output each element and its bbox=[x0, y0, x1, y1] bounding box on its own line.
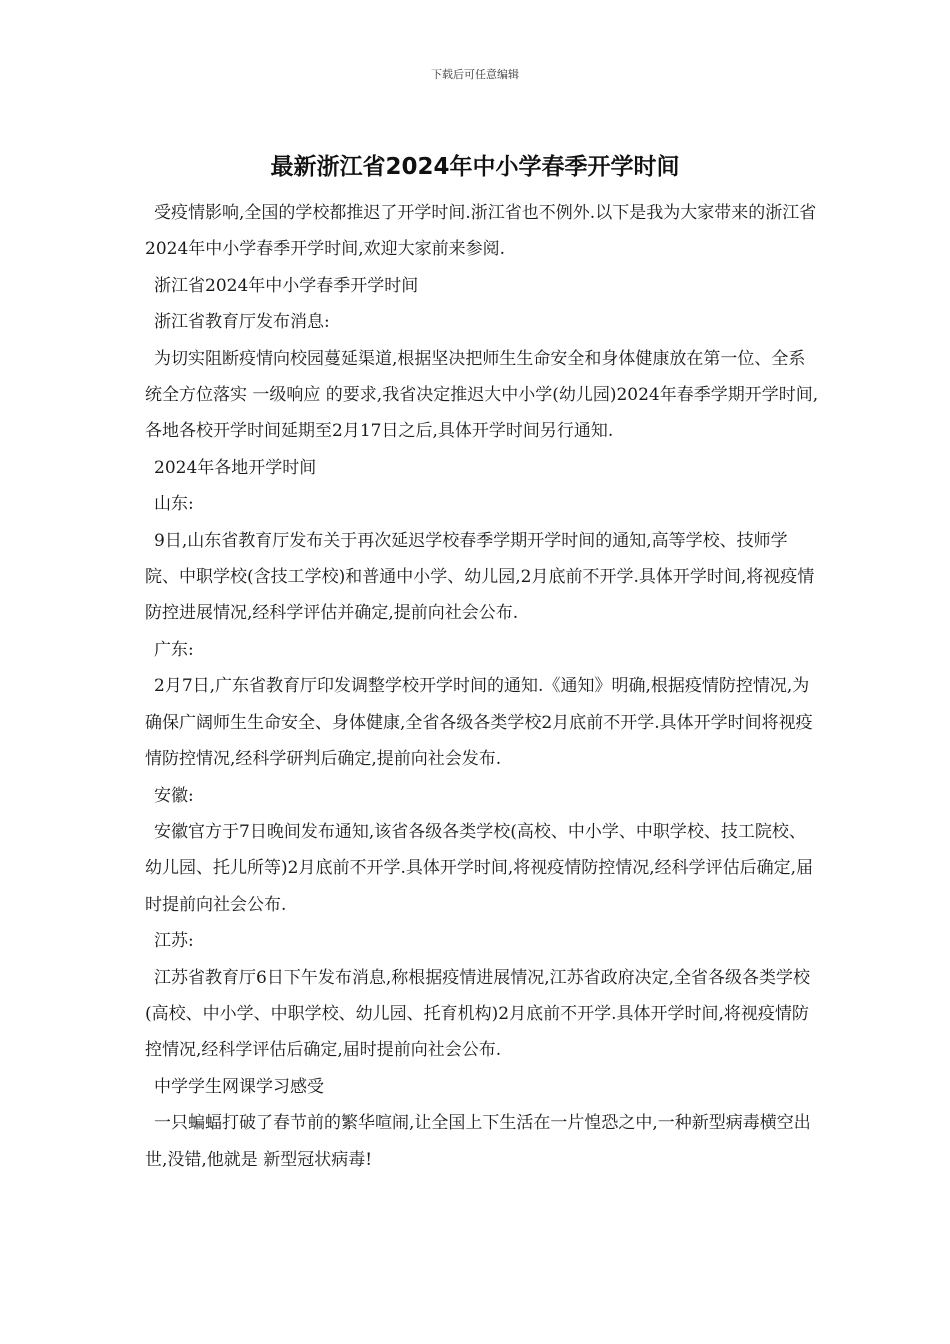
region-label-anhui: 安徽: bbox=[154, 785, 194, 806]
document-title: 最新浙江省2024年中小学春季开学时间 bbox=[270, 154, 680, 180]
section-heading-regions: 2024年各地开学时间 bbox=[154, 457, 317, 478]
section-heading-zhejiang: 浙江省2024年中小学春季开学时间 bbox=[154, 275, 419, 296]
intro-paragraph: 受疫情影响,全国的学校都推迟了开学时间.浙江省也不例外.以下是我为大家带来的浙江省2024年中小学春季开学时间,欢迎大家前来参阅. bbox=[145, 203, 817, 260]
shandong-paragraph: 9日,山东省教育厅发布关于再次延迟学校春季学期开学时间的通知,高等学校、技师学院、中职学校(含技工学校)和普通中小学、幼儿园,2月底前不开学.具体开学时间,将视疫情防控进展情况,经科学评估并确定,提前向社会公布. bbox=[145, 530, 815, 624]
guangdong-paragraph: 2月7日,广东省教育厅印发调整学校开学时间的通知.《通知》明确,根据疫情防控情况,为确保广阔师生生命安全、身体健康,全省各级各类学校2月底前不开学.具体开学时间将视疫情防控情况,经科学研判后确定,提前向社会发布. bbox=[145, 676, 813, 770]
region-label-guangdong: 广东: bbox=[154, 639, 194, 660]
online-learning-paragraph: 一只蝙蝠打破了春节前的繁华喧闹,让全国上下生活在一片惶恐之中,一种新型病毒横空出世,没错,他就是 新型冠状病毒! bbox=[145, 1113, 811, 1170]
anhui-paragraph: 安徽官方于7日晚间发布通知,该省各级各类学校(高校、中小学、中职学校、技工院校、幼儿园、托儿所等)2月底前不开学.具体开学时间,将视疫情防控情况,经科学评估后确定,届时提前向社会公布. bbox=[145, 821, 814, 915]
zhejiang-source-line: 浙江省教育厅发布消息: bbox=[154, 312, 330, 333]
page-header-note: 下载后可任意编辑 bbox=[431, 68, 519, 81]
jiangsu-paragraph: 江苏省教育厅6日下午发布消息,称根据疫情进展情况,江苏省政府决定,全省各级各类学校(高校、中小学、中职学校、幼儿园、托育机构)2月底前不开学.具体开学时间,将视疫情防控情况,经科学评估后确定,届时提前向社会公布. bbox=[145, 967, 811, 1061]
region-label-shandong: 山东: bbox=[154, 494, 194, 515]
section-heading-online-learning: 中学学生网课学习感受 bbox=[154, 1076, 324, 1097]
region-label-jiangsu: 江苏: bbox=[154, 931, 194, 952]
zhejiang-notice-paragraph: 为切实阻断疫情向校园蔓延渠道,根据坚决把师生生命安全和身体健康放在第一位、全系统全方位落实 一级响应 的要求,我省决定推迟大中小学(幼儿园)2024年春季学期开学时间,各地各校开学时间延期至2月17日之后,具体开学时间另行通知. bbox=[145, 348, 819, 442]
document-body bbox=[145, 195, 820, 1178]
